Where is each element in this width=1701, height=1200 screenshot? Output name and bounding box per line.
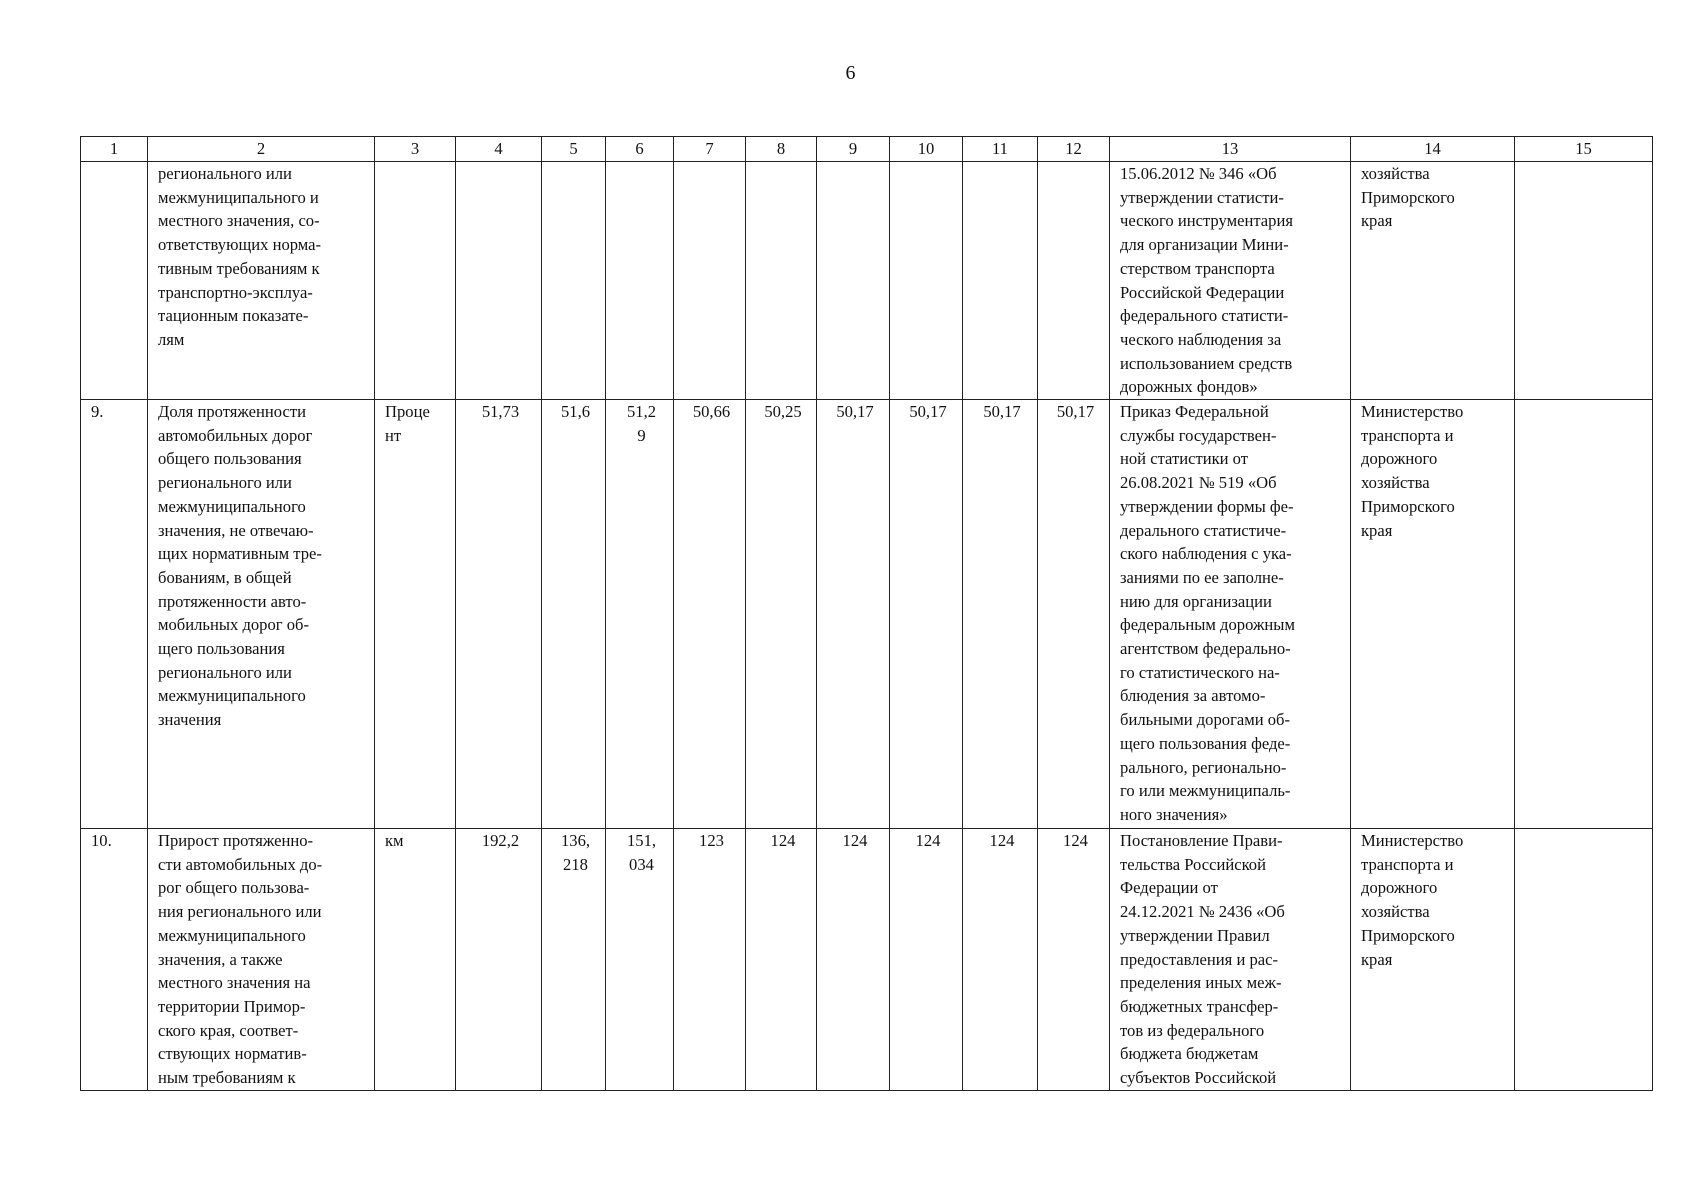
unit-cell: Проце нт: [375, 400, 456, 829]
column-header: 11: [963, 137, 1038, 162]
value-cell: 151, 034: [606, 829, 674, 1091]
legal-basis: 15.06.2012 № 346 «Об утверждении статисти- ческого инструментария для организации Мини- стерством транспорта Российской Федерации федерального статисти- ческого наблюдения за использованием средств дорожных фондов»: [1110, 162, 1351, 400]
responsible-body: Министерство транспорта и дорожного хозяйства Приморского края: [1351, 829, 1515, 1091]
value-cell: [674, 162, 746, 400]
value-cell: [890, 162, 963, 400]
table-row: [81, 829, 1653, 1091]
value-cell: [456, 162, 542, 400]
value-cell: [746, 162, 817, 400]
value-cell: [963, 162, 1038, 400]
column-header: 1: [81, 137, 148, 162]
column-header: 6: [606, 137, 674, 162]
column-header: 9: [817, 137, 890, 162]
value-cell: [542, 162, 606, 400]
value-cell: 50,66: [674, 400, 746, 829]
value-cell: 50,17: [817, 400, 890, 829]
column-header: 10: [890, 137, 963, 162]
column-header: 5: [542, 137, 606, 162]
value-cell: 50,17: [890, 400, 963, 829]
indicator-name: регионального или межмуниципального и местного значения, со- ответствующих норма- тивным требованиям к транспортно-эксплуа- тационным показате- лям: [148, 162, 375, 400]
value-cell: 51,2 9: [606, 400, 674, 829]
value-cell: 124: [746, 829, 817, 1091]
value-cell: 51,73: [456, 400, 542, 829]
column-header: 3: [375, 137, 456, 162]
value-cell: 136, 218: [542, 829, 606, 1091]
value-cell: 51,6: [542, 400, 606, 829]
responsible-body: Министерство транспорта и дорожного хозяйства Приморского края: [1351, 400, 1515, 829]
value-cell: 50,25: [746, 400, 817, 829]
value-cell: 124: [1038, 829, 1110, 1091]
legal-basis: Приказ Федеральной службы государствен- ной статистики от 26.08.2021 № 519 «Об утверждении формы фе- дерального статистиче- ского наблюдения с ука- заниями по ее заполне- нию для организации федеральным дорожным агентством федерально- го статистического на- блюдения за автомо- бильными дорогами об- щего пользования феде- рального, регионально- го или межмуниципаль- ного значения»: [1110, 400, 1351, 829]
value-cell: [817, 162, 890, 400]
value-cell: [606, 162, 674, 400]
column-header: 8: [746, 137, 817, 162]
value-cell: 50,17: [963, 400, 1038, 829]
row-number: 10.: [81, 829, 148, 1091]
table-row: [81, 400, 1653, 829]
column-header: 7: [674, 137, 746, 162]
column-15-cell: [1515, 829, 1653, 1091]
column-header: 14: [1351, 137, 1515, 162]
value-cell: 123: [674, 829, 746, 1091]
value-cell: [1038, 162, 1110, 400]
unit-cell: км: [375, 829, 456, 1091]
column-15-cell: [1515, 400, 1653, 829]
column-header: 13: [1110, 137, 1351, 162]
unit-cell: [375, 162, 456, 400]
column-15-cell: [1515, 162, 1653, 400]
column-header: 4: [456, 137, 542, 162]
value-cell: 192,2: [456, 829, 542, 1091]
value-cell: 50,17: [1038, 400, 1110, 829]
indicators-table: [80, 136, 1653, 1091]
page-number: 6: [845, 62, 856, 84]
responsible-body: хозяйства Приморского края: [1351, 162, 1515, 400]
indicator-name: Доля протяженности автомобильных дорог общего пользования регионального или межмуниципального значения, не отвечаю- щих нормативным тре- бованиям, в общей протяженности авто- мобильных дорог об- щего пользования регионального или межмуниципального значения: [148, 400, 375, 829]
column-header: 2: [148, 137, 375, 162]
column-header: 12: [1038, 137, 1110, 162]
row-number: 9.: [81, 400, 148, 829]
value-cell: 124: [890, 829, 963, 1091]
indicator-name: Прирост протяженно- сти автомобильных до- рог общего пользова- ния регионального или межмуниципального значения, а также местного значения на территории Примор- ского края, соответ- ствующих норматив- ным требованиям к: [148, 829, 375, 1091]
value-cell: 124: [963, 829, 1038, 1091]
value-cell: 124: [817, 829, 890, 1091]
table-row: [81, 162, 1653, 400]
column-header: 15: [1515, 137, 1653, 162]
row-number: [81, 162, 148, 400]
legal-basis: Постановление Прави- тельства Российской Федерации от 24.12.2021 № 2436 «Об утверждении Правил предоставления и рас- пределения иных меж- бюджетных трансфер- тов из федерального бюджета бюджетам субъектов Российской: [1110, 829, 1351, 1091]
header-row: [81, 137, 1653, 162]
